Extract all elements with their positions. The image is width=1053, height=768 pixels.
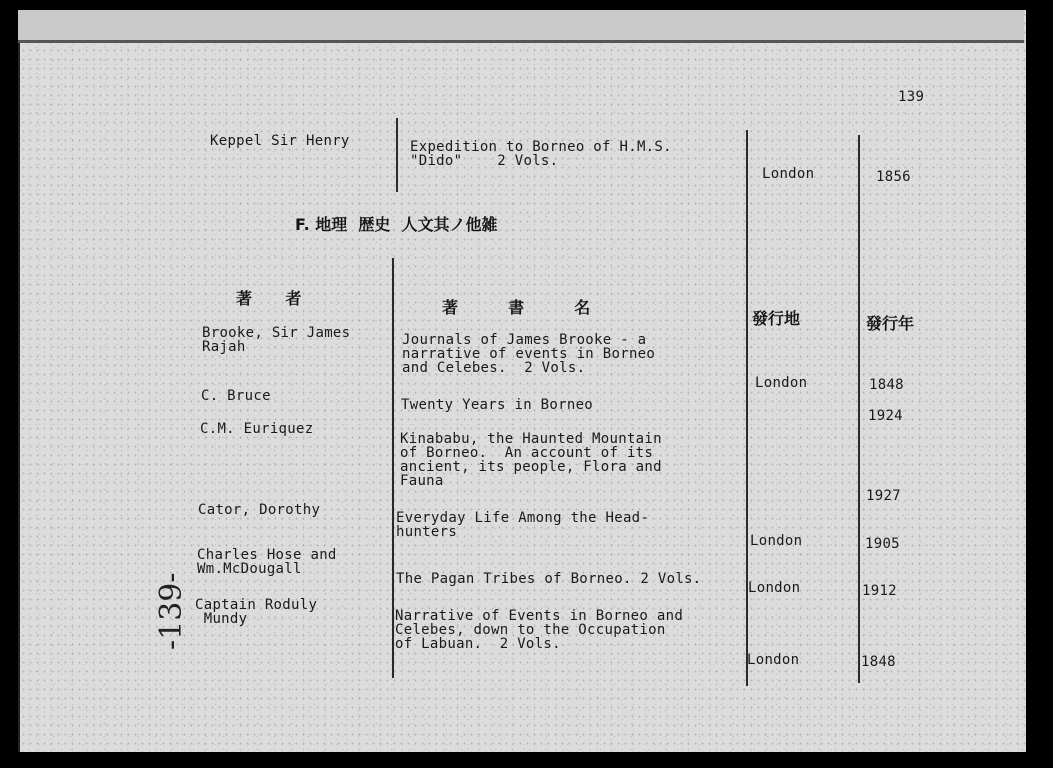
row-place: London bbox=[748, 580, 801, 596]
top-entry-title: Expedition to Borneo of H.M.S. "Dido" 2 Vols. bbox=[410, 139, 672, 169]
row-title: Journals of James Brooke - a narrative of events in Borneo and Celebes. 2 Vols. bbox=[402, 332, 656, 376]
header-title: 著 書 名 bbox=[442, 298, 591, 317]
row-title: The Pagan Tribes of Borneo. 2 Vols. bbox=[396, 571, 702, 587]
row-year: 1924 bbox=[868, 408, 903, 424]
row-year: 1905 bbox=[865, 536, 900, 552]
row-place: London bbox=[750, 533, 803, 549]
row-author: C. Bruce bbox=[201, 388, 271, 404]
row-place: London bbox=[747, 652, 800, 668]
top-entry-divider bbox=[396, 118, 398, 192]
header-year: 發行年 bbox=[866, 314, 915, 333]
top-entry-author: Keppel Sir Henry bbox=[210, 133, 350, 149]
row-author: Captain Roduly Mundy bbox=[195, 597, 318, 627]
row-title: Twenty Years in Borneo bbox=[401, 397, 594, 413]
row-author: Brooke, Sir James Rajah bbox=[202, 325, 351, 355]
column-divider-place bbox=[746, 130, 748, 686]
top-entry-place: London bbox=[762, 166, 815, 182]
top-entry-year: 1856 bbox=[876, 169, 911, 185]
header-author: 著 者 bbox=[236, 289, 302, 308]
handwritten-page-note: -139- bbox=[154, 572, 189, 650]
column-divider-year bbox=[858, 135, 860, 683]
header-place: 發行地 bbox=[752, 309, 801, 328]
page-number: 139 bbox=[898, 89, 925, 105]
row-year: 1927 bbox=[866, 488, 901, 504]
row-author: C.M. Euriquez bbox=[200, 421, 314, 437]
row-year: 1848 bbox=[861, 654, 896, 670]
column-divider-title bbox=[392, 258, 394, 678]
row-title: Everyday Life Among the Head- hunters bbox=[396, 510, 650, 540]
row-place: London bbox=[755, 375, 808, 391]
row-author: Charles Hose and Wm.McDougall bbox=[197, 547, 337, 577]
row-author: Cator, Dorothy bbox=[198, 502, 321, 518]
sheet-top-edge bbox=[18, 10, 1024, 43]
row-year: 1912 bbox=[862, 583, 897, 599]
row-title: Kinababu, the Haunted Mountain of Borneo. An account of its ancient, its people, Flora and Fauna bbox=[400, 431, 662, 489]
row-year: 1848 bbox=[869, 377, 904, 393]
section-title: F. 地理 歴史 人文其ノ他雑 bbox=[295, 215, 498, 234]
row-title: Narrative of Events in Borneo and Celebes, down to the Occupation of Labuan. 2 Vols. bbox=[395, 608, 684, 652]
